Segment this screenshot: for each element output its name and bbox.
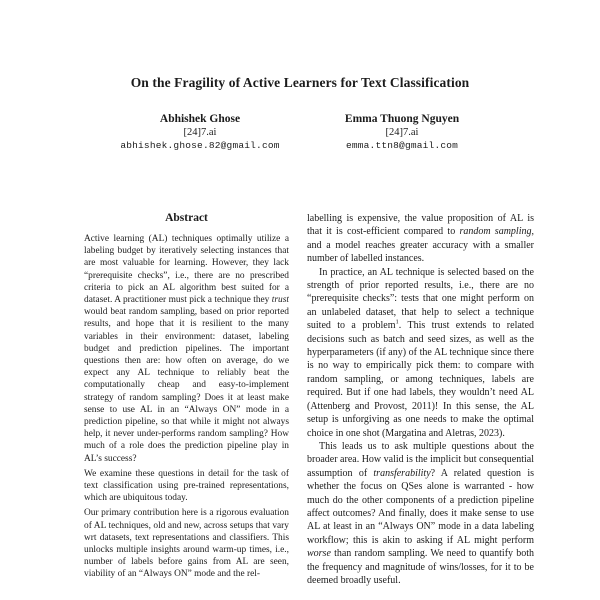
text-run: . This trust extends to related decisions such as batch and seed sizes, as well as the hyperparameters (if any) of the AL technique since there is no way to empirically pick them: to compare with random sampling, or among techniques, labels are required. But if one had labels, they wouldn’t need AL (Attenberg and Provost, 2011)! In this sense, the AL setup is unforgiving as one needs to make the optimal choice in one shot (Margatina and Aletras, 2023). xyxy=(307,320,534,439)
author-name: Abhishek Ghose xyxy=(159,113,241,125)
author-email: emma.ttn8@gmail.com xyxy=(345,140,459,151)
abstract-paragraph xyxy=(84,468,289,505)
author-name: Emma Thuong Nguyen xyxy=(344,113,460,125)
text-run: random sampling xyxy=(459,226,532,238)
text-run: ? A related question is whether the focus on QSes alone is warranted - how much do the other components of a prediction pipeline affect outcomes? And finally, does it make sense to use AL at least in an “Always ON” mode in a data labeling workflow; this is akin to asking if AL might perform xyxy=(307,467,534,546)
text-run: trust xyxy=(271,295,289,306)
author-affiliation: [24]7.ai xyxy=(385,127,419,138)
text-run: This leads us to ask multiple questions about the broader area. How valid is the implicit but consequential assumption of xyxy=(307,440,534,479)
abstract-paragraph xyxy=(84,507,289,580)
author-affiliation: [24]7.ai xyxy=(183,127,217,138)
body-paragraph xyxy=(307,440,534,587)
text-run: 1 xyxy=(395,318,399,326)
body-paragraph xyxy=(307,212,534,266)
abstract-heading: Abstract xyxy=(165,212,208,224)
text-run: would beat random sampling, based on prior reported results, and hope that it is resilient to the many variables in their environment: dataset, labeling budget and prediction pipelines. The important questions then are: how often on average, do we expect any AL technique to reliably beat the computationally cheap and easy-to-implement strategy of random sampling? Does it at least make sense to use AL in an “Always ON” mode in a prediction pipeline, so that while it might not always help, it never under-performs random sampling? How much of a role does the prediction pipeline play in AL’s success? xyxy=(84,307,289,464)
right-column xyxy=(307,212,534,600)
text-run: Active learning (AL) techniques optimally utilize a labeling budget by iteratively selecting instances that are most valuable for learning. However, they lack “prerequisite checks”, i.e., there are no prescribed criteria to pick an AL algorithm best suited for a dataset. A practitioner must pick a technique they xyxy=(84,234,289,306)
text-run: In practice, an AL technique is selected based on the strength of prior reported results, i.e., there are no “prerequisite checks”: tests that one might perform on an unlabeled dataset, that help to select a technique suited to a problem xyxy=(307,266,534,332)
text-run: Our primary contribution here is a rigorous evaluation of AL techniques, old and new, across setups that vary wrt datasets, text representations and classifiers. This unlocks multiple insights around warm-up times, i.e., number of labels before gains from AL are seen, viability of an “Always ON” mode and the rel- xyxy=(84,508,289,580)
body-paragraph xyxy=(307,266,534,440)
abstract-paragraph xyxy=(84,233,289,465)
author-block-2 xyxy=(282,112,522,153)
author-email: abhishek.ghose.82@gmail.com xyxy=(120,140,280,151)
text-run: We examine these questions in detail for the task of text classification using pre-trained representations, which are ubiquitous today. xyxy=(84,468,289,504)
text-run: worse xyxy=(307,548,331,560)
left-column xyxy=(84,212,289,600)
text-run: transferability xyxy=(373,467,431,479)
text-run: labelling is expensive, the value proposition of AL is that it is cost-efficient compared to xyxy=(307,213,534,238)
text-run: , and a model reaches greater accuracy with a smaller number of labelled instances. xyxy=(307,226,534,265)
paper-title: On the Fragility of Active Learners for Text Classification xyxy=(130,75,470,91)
text-run: than random sampling. We need to quantify both the frequency and magnitude of wins/losses, for it to be deemed broadly useful. xyxy=(307,548,534,586)
